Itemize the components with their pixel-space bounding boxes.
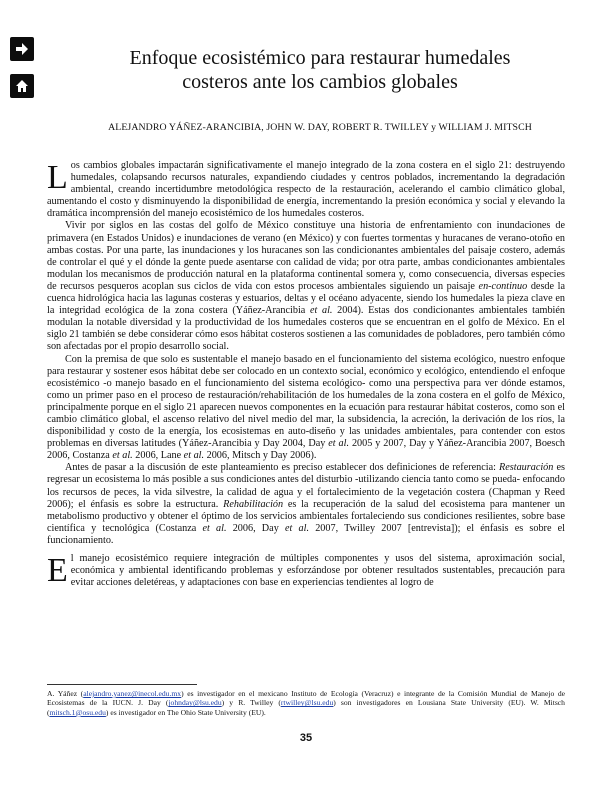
footnote-text: ) es investigador en el mexicano Instituto de Ecología (Veracruz) e integrante de la Comisión Mundial de Manejo de Ecosistemas de la IUCN. J. Day ( [47,689,565,708]
author-line: ALEJANDRO YÁÑEZ-ARANCIBIA, JOHN W. DAY, ROBERT R. TWILLEY y WILLIAM J. MITSCH [108,122,532,133]
italic-run: et al. [284,522,310,534]
text-run: es regresar un ecosistema lo más posible a sus condiciones antes del disturbio -utilizando ciencia tanto como se pueda- enfocando los recursos de peces, la vida silvestre, la calidad de agua y el fortalecimiento de la vegetación costera (Chapman y Reed 2006); el énfasis es sobre la estructura. [47,462,565,510]
text-run: Vivir por siglos en las costas del golfo de México constituye una historia de enfrentamiento con inundaciones de primavera (en Estados Unidos) e inundaciones de verano (en México) y con fuertes tormentas y huracanes de verano-otoño en ambas costas. Por una parte, las inundaciones y los huracanes son las condicionantes ambientales del paisaje costero, además de controlar el qué y el dónde la gente puede asentarse con calidad de vida; por otra parte, ambas condicionantes ambientales modulan los mecanismos de producción natural en la plataforma continental somera y, como consecuencia, diversas especies de recursos pesqueros acoplan sus ciclos de vida con estos procesos ambientales siguiendo un paisaje [47,220,565,292]
email-link[interactable]: alejandro.yanez@inecol.edu.mx [83,689,182,698]
text-run: 2006, Mitsch y Day 2006). [204,450,317,462]
page-number: 35 [299,732,313,744]
text-run: 2006, Lane [132,450,184,462]
article-body [47,160,565,589]
email-link[interactable]: johnday@lsu.edu [168,698,222,708]
italic-run: et al. [328,438,350,450]
drop-cap: L [47,159,68,196]
paragraph-2 [47,220,565,353]
drop-cap: E [47,552,68,589]
footnote-text: ) y R. Twilley ( [221,698,281,708]
email-link[interactable]: rtwilley@lsu.edu [280,698,334,708]
paragraph-4 [47,462,565,547]
italic-run: Restauración [499,462,554,474]
text-run: Antes de pasar a la discusión de este planteamiento es preciso establecer dos definiciones de referencia: [65,462,500,474]
paragraph-3 [47,354,565,463]
text-run: es la recuperación de la salud del ecosistema para mantener un metabolismo productivo y obtener el óptimo de los servicios ambientales fortaleciendo sus condiciones resilientes, sobre base científica y tecnológica (Costanza [47,498,566,534]
italic-run: et al. [112,450,133,462]
email-link[interactable]: mitsch.1@osu.edu [49,707,106,717]
italic-run: et al. [309,305,333,317]
home-icon [14,78,30,94]
footnote-text: A. Yáñez ( [47,689,84,698]
italic-run: Rehabilitación [223,498,284,510]
paragraph-1-text: os cambios globales impactarán significativamente el manejo integrado de la zona costera en el siglo 21: destruyendo humedales, colapsando recursos naturales, expandiendo ciudades y centros poblados, incrementando la degradación ambiental, creando incertidumbre metodológica respecto de la restauración, acelerando el cambio climático global, aumentando el costo y disminuyendo la disponibilidad de energía, incrementando la presión económica y social y elevando la dramática incomprensión del manejo ecosistémico de los humedales costeros. [47,160,565,220]
article-title [56,46,584,94]
text-run: 2007, Twilley 2007 [entrevista]); el énfasis es sobre el funcionamiento. [47,522,566,546]
paragraph-5-text: l manejo ecosistémico requiere integración de múltiples componentes y usos del sistema, aproximación social, económica y ambiental identificando problemas y esforzándose por obtener resultados sustentables, precaución para evitar acciones deletéreas, y adaptaciones con base en experiencias tendientes al logro de [70,553,565,589]
paragraph-5 [47,553,565,589]
text-run: 2005 y 2007, Day y Yáñez-Arancibia 2007, Boesch 2006, Costanza [47,438,566,462]
home-button[interactable] [10,74,34,98]
arrow-right-icon [14,41,30,57]
text-run: Con la premisa de que solo es sustentable el manejo basado en el funcionamiento del sistema ecológico, nuestro enfoque para restaurar y sostener esos hábitat debe ser colocado en un contexto social, económico y ecológico, entendiendo el enfoque ecosistémico -o manejo basado en el funcionamiento del sistema ecológico- como una perspectiva para ver dónde estamos, como un primer paso en el proceso de restauración/rehabilitación de los humedales de la zona costera en el golfo de México, principalmente porque en el siglo 21 aparecen nuevos componentes en la ecuación para restaurar hábitat costeros, como son el cambio climático global, el ascenso relativo del nivel medio del mar, la subsidencia, la acreción, la derivación de los ríos, la disponibilidad y costo de la energía, los ecosistemas en auto-diseño y las unidades ambientales, para contender con estos problemas en diversas latitudes (Yáñez-Arancibia y Day 2004, Day [47,353,565,450]
text-run: 2004). Estas dos condicionantes ambientales también modulan la notable diversidad y la productividad de los humedales costeros que se encuentran en el golfo de México. En el siglo 21 también se debe considerar cómo esos hábitat costeros sostienen a las comunidades de pobladores, pero también cómo son afectadas por el propio desarrollo social. [47,305,566,353]
next-page-button[interactable] [10,37,34,61]
italic-run: et al. [183,450,205,462]
footnote-divider [47,684,197,685]
footnote-text: ) son investigadores en Lousiana State University (EU). W. Mitsch ( [47,698,565,717]
text-run: desde la cuenca hidrológica hacia las lagunas costeras y estuarios, deltas y el océano adyacente, siendo los humedales la pieza clave en la integridad ecológica de la zona costera (Yáñez-Arancibia [47,280,565,317]
author-footnote [47,689,565,717]
italic-run: et al. [202,522,227,534]
text-run: 2006, Day [226,522,285,534]
italic-run: en-continuo [478,280,528,292]
footnote-text: ) es investigador en The Ohio State University (EU). [105,707,266,717]
title-line-2: costeros ante los cambios globales [182,71,458,93]
paragraph-1 [47,160,565,220]
title-line-1: Enfoque ecosistémico para restaurar humedales [129,47,511,69]
